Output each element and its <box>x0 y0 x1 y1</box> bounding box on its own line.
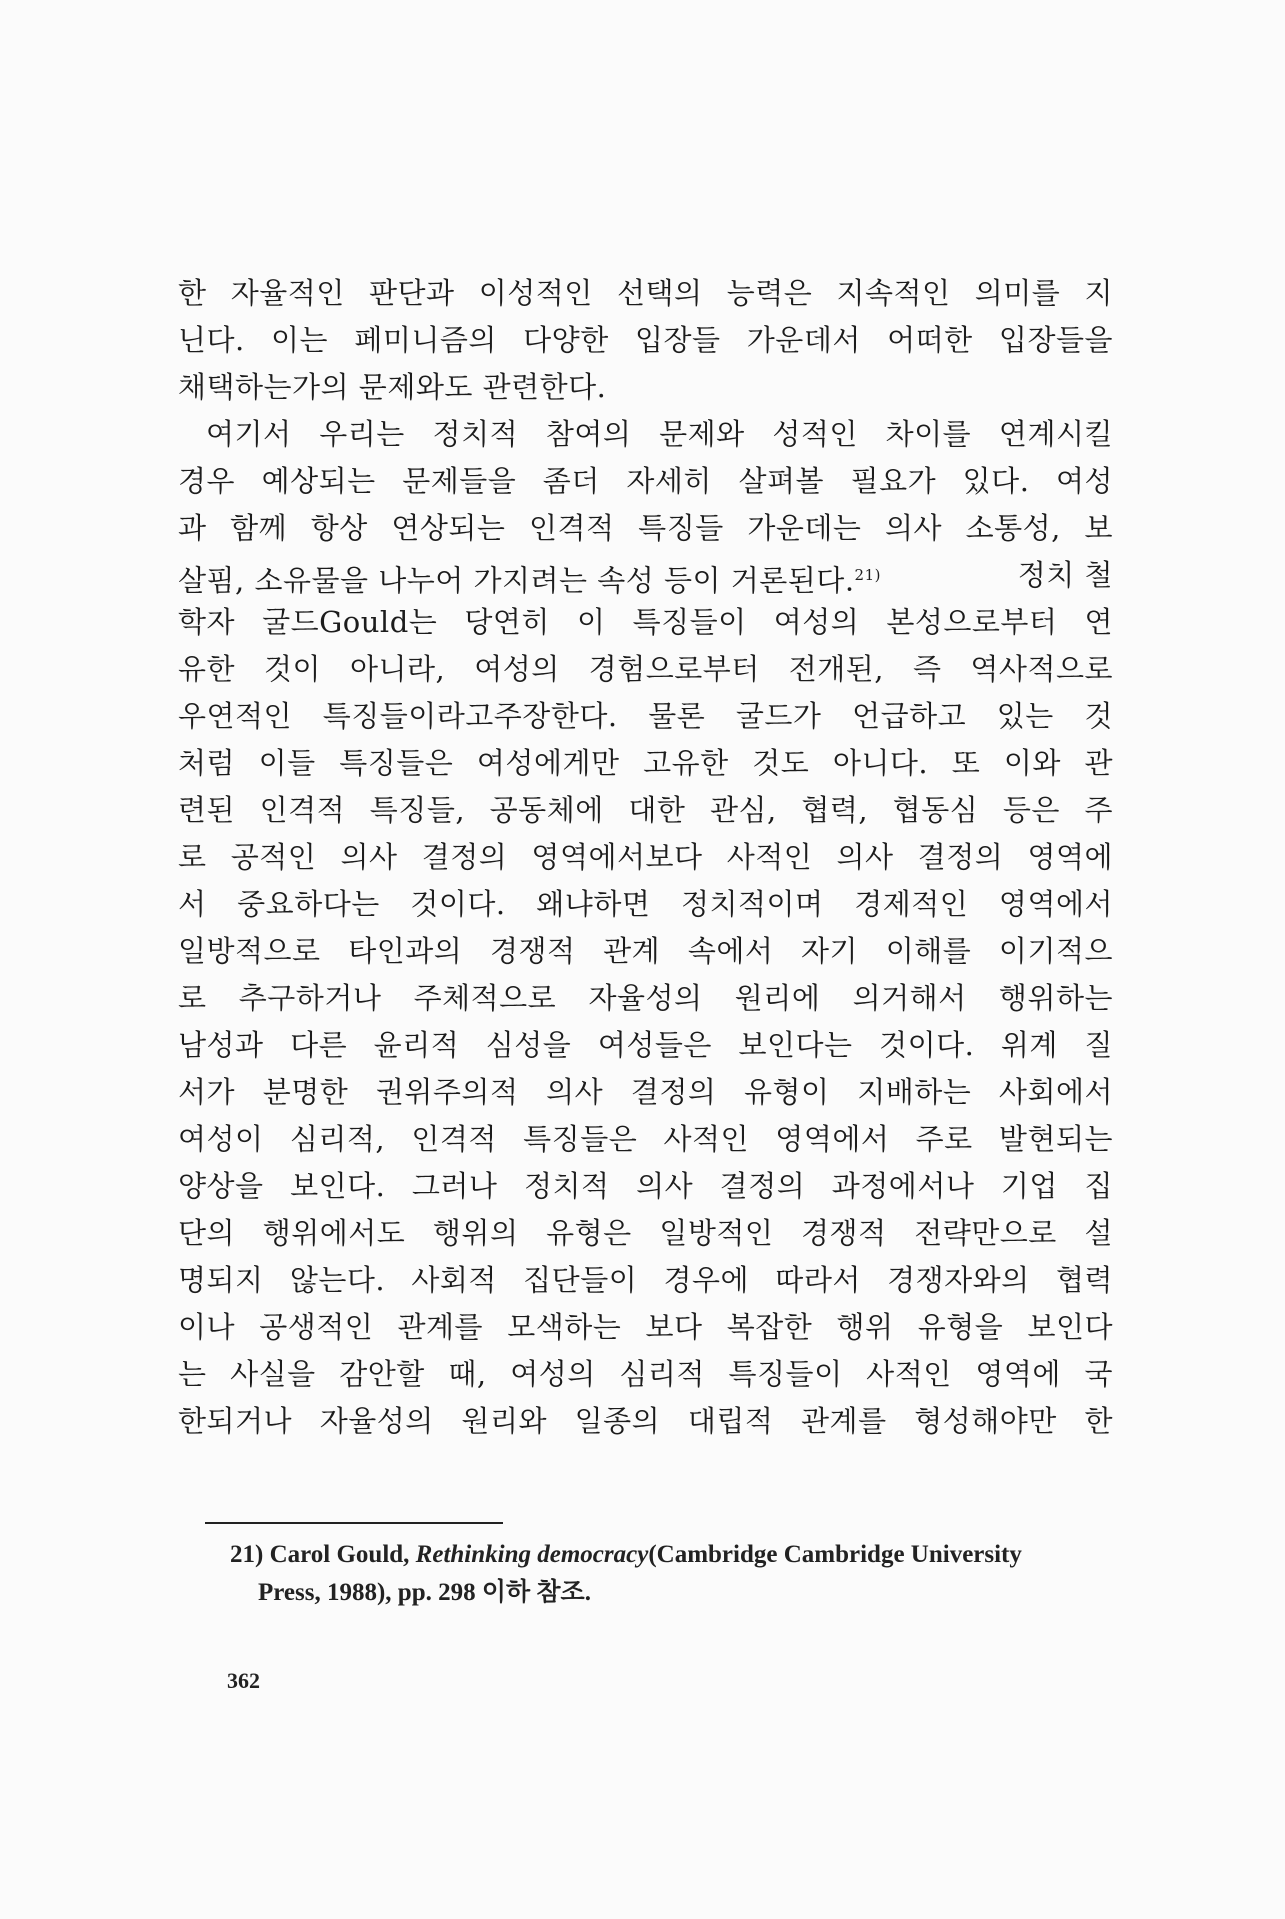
text-line: 우연적인 특징들이라고주장한다. 물론 굴드가 언급하고 있는 것 <box>178 699 1113 733</box>
text-line: 명되지 않는다. 사회적 집단들이 경우에 따라서 경쟁자와의 협력 <box>178 1263 1113 1297</box>
text-line: 양상을 보인다. 그러나 정치적 의사 결정의 과정에서나 기업 집 <box>178 1169 1113 1203</box>
text-line: 련된 인격적 특징들, 공동체에 대한 관심, 협력, 협동심 등은 주 <box>178 793 1113 827</box>
text-line: 서가 분명한 권위주의적 의사 결정의 유형이 지배하는 사회에서 <box>178 1075 1113 1109</box>
footnote-line-1 <box>230 1536 1130 1574</box>
text-line: 로 공적인 의사 결정의 영역에서보다 사적인 의사 결정의 영역에 <box>178 840 1113 874</box>
text-line: 서 중요하다는 것이다. 왜냐하면 정치적이며 경제적인 영역에서 <box>178 887 1113 921</box>
text-line: 유한 것이 아니라, 여성의 경험으로부터 전개된, 즉 역사적으로 <box>178 652 1113 686</box>
text-line: 여성이 심리적, 인격적 특징들은 사적인 영역에서 주로 발현되는 <box>178 1122 1113 1156</box>
text-line: 한 자율적인 판단과 이성적인 선택의 능력은 지속적인 의미를 지 <box>178 276 1113 310</box>
text-line: 경우 예상되는 문제들을 좀더 자세히 살펴볼 필요가 있다. 여성 <box>178 464 1113 498</box>
footnote-number: 21) <box>230 1541 264 1568</box>
text-line: 한되거나 자율성의 원리와 일종의 대립적 관계를 형성해야만 한 <box>178 1404 1113 1438</box>
text-line-tail: 정치 철 <box>1017 558 1113 592</box>
footnote-ref: 21) <box>854 566 881 584</box>
text-line: 과 함께 항상 연상되는 인격적 특징들 가운데는 의사 소통성, 보 <box>178 511 1113 545</box>
footnote-pages: pp. 298 이하 참조. <box>397 1579 591 1606</box>
footnote-publisher: (Cambridge Cambridge University <box>648 1541 1022 1568</box>
footnote-line-2 <box>230 1574 1130 1612</box>
text-line: 닌다. 이는 페미니즘의 다양한 입장들 가운데서 어떠한 입장들을 <box>178 323 1113 357</box>
text-line: 학자 굴드Gould는 당연히 이 특징들이 여성의 본성으로부터 연 <box>178 605 1113 639</box>
text-line <box>178 552 1113 599</box>
text-line: 단의 행위에서도 행위의 유형은 일방적인 경쟁적 전략만으로 설 <box>178 1216 1113 1250</box>
text-line: 는 사실을 감안할 때, 여성의 심리적 특징들이 사적인 영역에 국 <box>178 1357 1113 1391</box>
text-line: 채택하는가의 문제와도 관련한다. <box>178 370 607 404</box>
footnote-author: Carol Gould, <box>269 1541 410 1568</box>
text-line: 로 추구하거나 주체적으로 자율성의 원리에 의거해서 행위하는 <box>178 981 1113 1015</box>
footnote-title: Rethinking democracy <box>415 1541 649 1568</box>
footnote-publisher-close: Press, 1988), <box>258 1579 392 1606</box>
text-line: 이나 공생적인 관계를 모색하는 보다 복잡한 행위 유형을 보인다 <box>178 1310 1113 1344</box>
text-line: 여기서 우리는 정치적 참여의 문제와 성적인 차이를 연계시킬 <box>206 417 1113 451</box>
text-line: 처럼 이들 특징들은 여성에게만 고유한 것도 아니다. 또 이와 관 <box>178 746 1113 780</box>
footnote <box>230 1536 1130 1612</box>
footnote-divider <box>205 1522 503 1524</box>
text-line: 남성과 다른 윤리적 심성을 여성들은 보인다는 것이다. 위계 질 <box>178 1028 1113 1062</box>
text-line: 일방적으로 타인과의 경쟁적 관계 속에서 자기 이해를 이기적으 <box>178 934 1113 968</box>
text-line-main: 살핌, 소유물을 나누어 가지려는 속성 등이 거론된다. <box>178 563 855 598</box>
body-text <box>178 270 1113 1445</box>
page-number: 362 <box>227 1668 260 1693</box>
